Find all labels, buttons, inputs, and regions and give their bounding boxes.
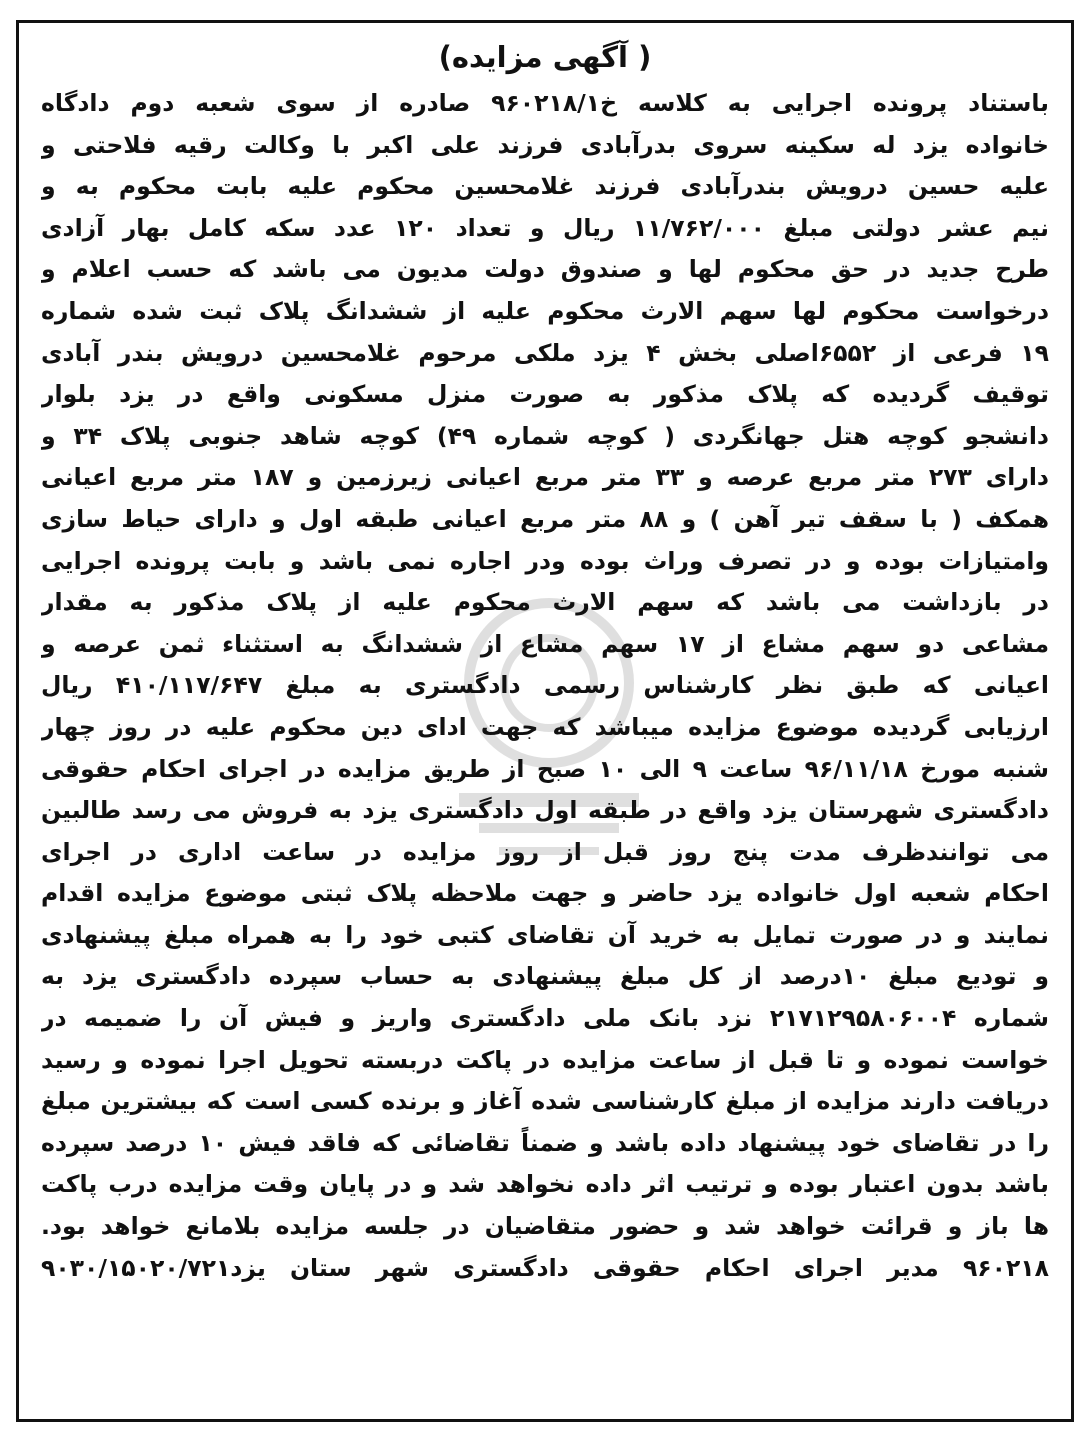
notice-line: باشد بدون اعتبار بوده و ترتیب اثر داده نخواهد شد و در پایان وقت مزایده درب پاکت [41, 1170, 1049, 1199]
notice-title: ( آگهی مزایده) [438, 40, 652, 74]
notice-line: دانشجو کوچه هتل جهانگردی ( کوچه شماره ۴۹) کوچه شاهد جنوبی پلاک ۳۴ و [41, 421, 1049, 450]
notice-line: شماره ۲۱۷۱۲۹۵۸۰۶۰۰۴ نزد بانک ملی دادگستری واریز و فیش آن را ضمیمه در [41, 1004, 1049, 1033]
notice-line: خانواده یزد له سکینه سروی بدرآبادی فرزند علی اکبر با وکالت رقیه فلاحتی و [41, 130, 1049, 159]
notice-line: دارای ۲۷۳ متر مربع عرصه و ۳۳ متر مربع اعیانی زیرزمین و ۱۸۷ متر مربع اعیانی [41, 463, 1049, 492]
notice-line: و تودیع مبلغ ۱۰درصد از کل مبلغ پیشنهادی به حساب سپرده دادگستری یزد به [41, 962, 1049, 991]
notice-body [41, 83, 1049, 1289]
notice-line: وامتیازات بوده و در تصرف وراث بوده ودر اجاره نمی باشد و بابت پرونده اجرایی [41, 546, 1049, 575]
notice-frame [16, 20, 1074, 1422]
notice-line: توقیف گردیده که پلاک مذکور به صورت منزل مسکونی واقع در یزد بلوار [41, 380, 1049, 409]
notice-line: نیم عشر دولتی مبلغ ۱۱/۷۶۲/۰۰۰ ریال و تعداد ۱۲۰ عدد سکه کامل بهار آزادی [41, 213, 1049, 242]
notice-line: دادگستری شهرستان یزد واقع در طبقه اول دادگستری یزد به فروش می رسد طالبین [41, 796, 1049, 825]
notice-line: همکف ( با سقف تیر آهن ) و ۸۸ متر مربع اعیانی طبقه اول و دارای حیاط سازی [41, 504, 1049, 533]
notice-line: درخواست محکوم لها سهم الارث محکوم علیه از ششدانگ پلاک ثبت شده شماره [41, 296, 1049, 325]
notice-line: خواست نموده و تا قبل از ساعت مزایده در پاکت دربسته تحویل اجرا نموده و رسید [41, 1045, 1049, 1074]
notice-line: را در تقاضای خود پیشنهاد داده باشد و ضمناً تقاضائی که فاقد فیش ۱۰ درصد سپرده [41, 1128, 1049, 1157]
notice-line: طرح جدید در حق محکوم لها و صندوق دولت مدیون می باشد که حسب اعلام و [41, 255, 1049, 284]
notice-line: احکام شعبه اول خانواده یزد حاضر و جهت ملاحظه پلاک ثبتی موضوع مزایده اقدام [41, 879, 1049, 908]
notice-line: علیه حسین درویش بندرآبادی فرزند غلامحسین محکوم علیه بابت محکوم به و [41, 172, 1049, 201]
notice-line: اعیانی که طبق نظر کارشناس رسمی دادگستری به مبلغ ۴۱۰/۱۱۷/۶۴۷ ریال [41, 671, 1049, 700]
notice-line: شنبه مورخ ۹۶/۱۱/۱۸ ساعت ۹ الی ۱۰ صبح از طریق مزایده در اجرای احکام حقوقی [41, 754, 1049, 783]
notice-line: در بازداشت می باشد که سهم الارث محکوم علیه از پلاک مذکور به مقدار [41, 588, 1049, 617]
notice-line: می توانندظرف مدت پنج روز قبل از روز مزایده در ساعت اداری در اجرای [41, 837, 1049, 866]
notice-line: ۱۹ فرعی از ۶۵۵۲اصلی بخش ۴ یزد ملکی مرحوم غلامحسین درویش بندر آبادی [41, 338, 1049, 367]
notice-line: دریافت دارند مزایده از مبلغ کارشناسی شده آغاز و برنده کسی است که بیشترین مبلغ [41, 1087, 1049, 1116]
notice-line: باستناد پرونده اجرایی به کلاسه خ۹۶۰۲۱۸/۱ صادره از سوی شعبه دوم دادگاه [41, 89, 1049, 117]
notice-line: ها باز و قرائت خواهد شد و حضور متقاضیان در جلسه مزایده بلامانع خواهد بود. [41, 1212, 1049, 1241]
notice-signature-line: ۹۶۰۲۱۸ مدیر اجرای احکام حقوقی دادگستری شهر ستان یزد۹۰۳۰/۱۵۰۲۰/۷۲۱ [41, 1253, 1049, 1282]
notice-line: مشاعی دو سهم مشاع از ۱۷ سهم مشاع از ششدانگ به استثناء ثمن عرصه و [41, 629, 1049, 658]
notice-line: نمایند و در صورت تمایل به خرید آن تقاضای کتبی خود را به همراه مبلغ پیشنهادی [41, 920, 1049, 949]
notice-line: ارزیابی گردیده موضوع مزایده میباشد که جهت ادای دین محکوم علیه در روز چهار [41, 712, 1049, 741]
